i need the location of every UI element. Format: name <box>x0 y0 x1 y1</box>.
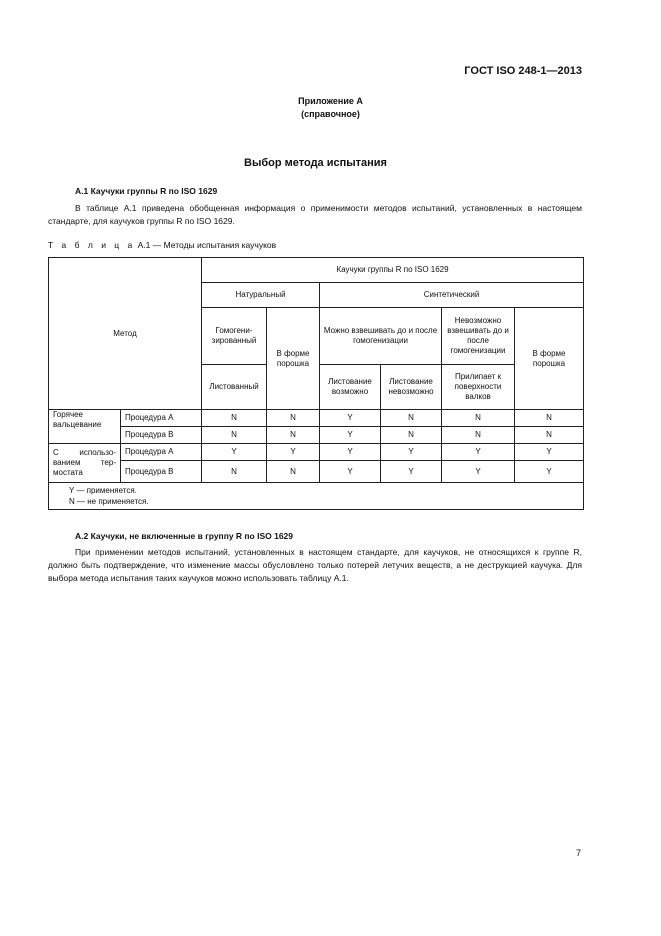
table-cell: Y <box>515 461 584 483</box>
table-cell: Y <box>320 410 381 427</box>
header-sticks: Прилипает к поверхности валков <box>442 365 515 410</box>
document-code: ГОСТ ISO 248-1—2013 <box>464 65 582 77</box>
table-cell: Y <box>442 461 515 483</box>
table-cell: Y <box>442 444 515 461</box>
table-cell: N <box>442 427 515 444</box>
annex-subtitle: (справочное) <box>301 109 360 119</box>
table-caption <box>48 240 276 250</box>
table-cell: N <box>381 410 442 427</box>
page-number: 7 <box>576 848 582 858</box>
procedure-label: Процедура В <box>121 461 202 483</box>
table-cell: Y <box>320 427 381 444</box>
procedure-label: Процедура А <box>121 444 202 461</box>
table-cell: Y <box>515 444 584 461</box>
table-cell: N <box>202 410 267 427</box>
header-synthetic-powder: В форме порошка <box>515 308 584 410</box>
table-caption-label: Т а б л и ц а <box>48 240 136 250</box>
table-cell: N <box>267 410 320 427</box>
table-cell: N <box>267 461 320 483</box>
table-row <box>49 410 584 427</box>
table-cell: Y <box>320 444 381 461</box>
table-row <box>49 461 584 483</box>
header-sheet: Листованный <box>202 365 267 410</box>
header-natural-powder: В форме порошка <box>267 308 320 410</box>
header-sheet-possible: Листование возможно <box>320 365 381 410</box>
header-weigh-after: Можно взвешивать до и после гомогенизации <box>320 308 442 365</box>
method-thermostat: С использо-ванием тер-мостата <box>49 444 121 483</box>
table-cell: N <box>267 427 320 444</box>
table-cell: N <box>202 427 267 444</box>
note-n: N — не применяется. <box>69 497 149 506</box>
note-y: Y — применяется. <box>69 486 137 495</box>
table-notes-row <box>49 483 584 510</box>
procedure-label: Процедура А <box>121 410 202 427</box>
procedure-label: Процедура В <box>121 427 202 444</box>
section-a1-heading: А.1 Каучуки группы R по ISO 1629 <box>75 186 218 196</box>
header-not-weigh: Невозможно взвешивать до и после гомогенизации <box>442 308 515 365</box>
section-a2-paragraph <box>48 546 582 585</box>
header-method: Метод <box>49 258 202 410</box>
page-title: Выбор метода испытания <box>244 157 387 169</box>
table-cell: N <box>202 461 267 483</box>
header-sheet-impossible: Листование невозможно <box>381 365 442 410</box>
table-cell: N <box>515 410 584 427</box>
header-synthetic: Синтетический <box>320 283 584 308</box>
section-a2-heading: А.2 Каучуки, не включенные в группу R по ISO 1629 <box>75 531 294 541</box>
annex-title: Приложение А <box>298 96 363 106</box>
table-cell: Y <box>267 444 320 461</box>
table-cell: N <box>515 427 584 444</box>
table-header-row <box>49 258 584 283</box>
table-cell: Y <box>320 461 381 483</box>
table-row <box>49 427 584 444</box>
section-a2-text: При применении методов испытаний, установленных в настоящем стандарте, для каучуков, не относящихся к группе R, должно быть подтверждение, что изменение массы обусловлено только потерей летучих веществ, а не деструкцией каучука. Для выбора метода испытания таких каучуков можно использовать таблицу А.1. <box>48 547 582 583</box>
methods-table <box>48 257 584 510</box>
table-cell: N <box>442 410 515 427</box>
table-row <box>49 444 584 461</box>
table-notes <box>49 483 584 510</box>
table-cell: Y <box>381 461 442 483</box>
section-a1-paragraph <box>48 202 582 228</box>
table-caption-title: А.1 — Методы испытания каучуков <box>135 240 277 250</box>
header-natural: Натуральный <box>202 283 320 308</box>
table-cell: Y <box>202 444 267 461</box>
section-a1-text: В таблице А.1 приведена обобщенная информация о применимости методов испытаний, установленных в настоящем стандарте, для каучуков группы R по ISO 1629. <box>48 203 582 226</box>
header-rubbers: Каучуки группы R по ISO 1629 <box>202 258 584 283</box>
header-homogenized: Гомогени-зированный <box>202 308 267 365</box>
method-hot-milling: Горячее вальцевание <box>49 410 121 444</box>
table-cell: N <box>381 427 442 444</box>
table-cell: Y <box>381 444 442 461</box>
